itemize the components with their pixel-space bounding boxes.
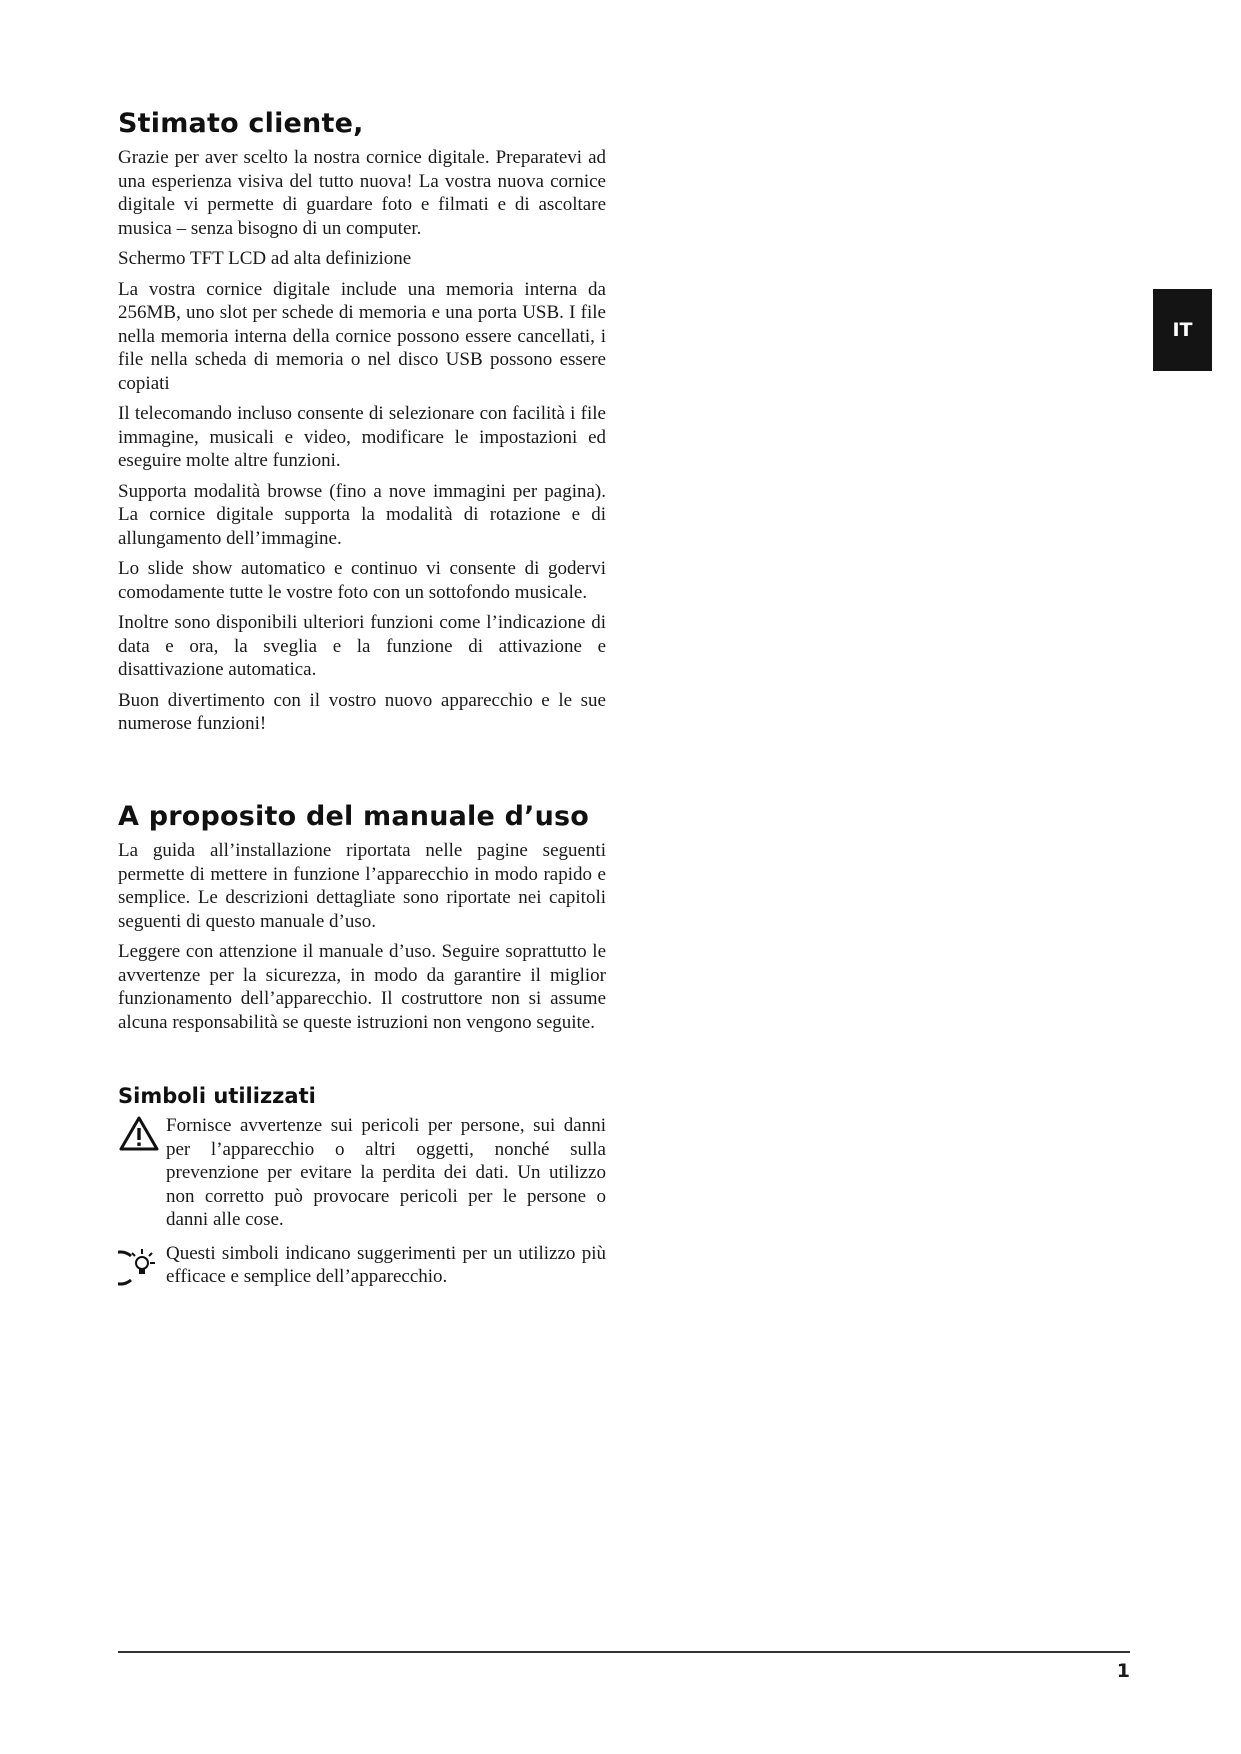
paragraph: La vostra cornice digitale include una memoria interna da 256MB, uno slot per schede di memoria e una porta USB. I file nella memoria interna della cornice possono essere cancellati, i file nella scheda di memoria o nel disco USB possono essere copiati	[118, 278, 606, 394]
paragraph: La guida all’installazione riportata nelle pagine seguenti permette di mettere in funzione l’apparecchio in modo rapido e semplice. Le descrizioni dettagliate sono riportate nei capitoli seguenti di questo manuale d’uso.	[118, 840, 606, 932]
paragraph: Inoltre sono disponibili ulteriori funzioni come l’indicazione di data e ora, la sveglia e la funzione di attivazione e disattivazione automatica.	[118, 612, 606, 680]
warning-description: Fornisce avvertenze sui pericoli per persone, sui danni per l’apparecchio o altri oggetti, nonché sulla prevenzione per evitare la perdita dei dati. Un utilizzo non corretto può provocare pericoli per le persone o danni alle cose.	[166, 1115, 606, 1230]
section-title: A proposito del manuale d’uso	[118, 801, 590, 832]
tip-description: Questi simboli indicano suggerimenti per un utilizzo più efficace e semplice dell’apparecchio.	[166, 1242, 606, 1287]
paragraph: Buon divertimento con il vostro nuovo apparecchio e le sue numerose funzioni!	[118, 689, 606, 734]
section-manuale-uso	[118, 801, 606, 1041]
paragraph: Schermo TFT LCD ad alta definizione	[118, 248, 412, 269]
footer-divider	[118, 1651, 1130, 1653]
paragraph: Lo slide show automatico e continuo vi consente di godervi comodamente tutte le vostre foto con un sottofondo musicale.	[118, 558, 606, 603]
page-number: 1	[1116, 1660, 1130, 1682]
tip-lightbulb-icon	[118, 1242, 166, 1290]
subsection-title: Simboli utilizzati	[118, 1084, 316, 1108]
paragraph: Supporta modalità browse (fino a nove immagini per pagina). La cornice digitale supporta la modalità di rotazione e di allungamento dell’immagine.	[118, 480, 606, 549]
tip-symbol-row	[118, 1242, 606, 1290]
paragraph: Grazie per aver scelto la nostra cornice digitale. Preparatevi ad una esperienza visiva del tutto nuova! La vostra nuova cornice digitale vi permette di guardare foto e filmati e di ascoltare musica – senza bisogno di un computer.	[118, 147, 606, 239]
section-simboli	[118, 1084, 606, 1300]
paragraph: Il telecomando incluso consente di selezionare con facilità i file immagine, musicali e video, modificare le impostazioni ed eseguire molte altre funzioni.	[118, 403, 606, 471]
section-title: Stimato cliente,	[118, 108, 364, 139]
language-tab: IT	[1153, 289, 1212, 371]
warning-triangle-icon	[118, 1114, 166, 1156]
warning-symbol-row	[118, 1114, 606, 1232]
section-stimato-cliente	[118, 108, 606, 743]
paragraph: Leggere con attenzione il manuale d’uso. Seguire soprattutto le avvertenze per la sicurezza, in modo da garantire il miglior funzionamento dell’apparecchio. Il costruttore non si assume alcuna responsabilità se queste istruzioni non vengono seguite.	[118, 941, 606, 1033]
